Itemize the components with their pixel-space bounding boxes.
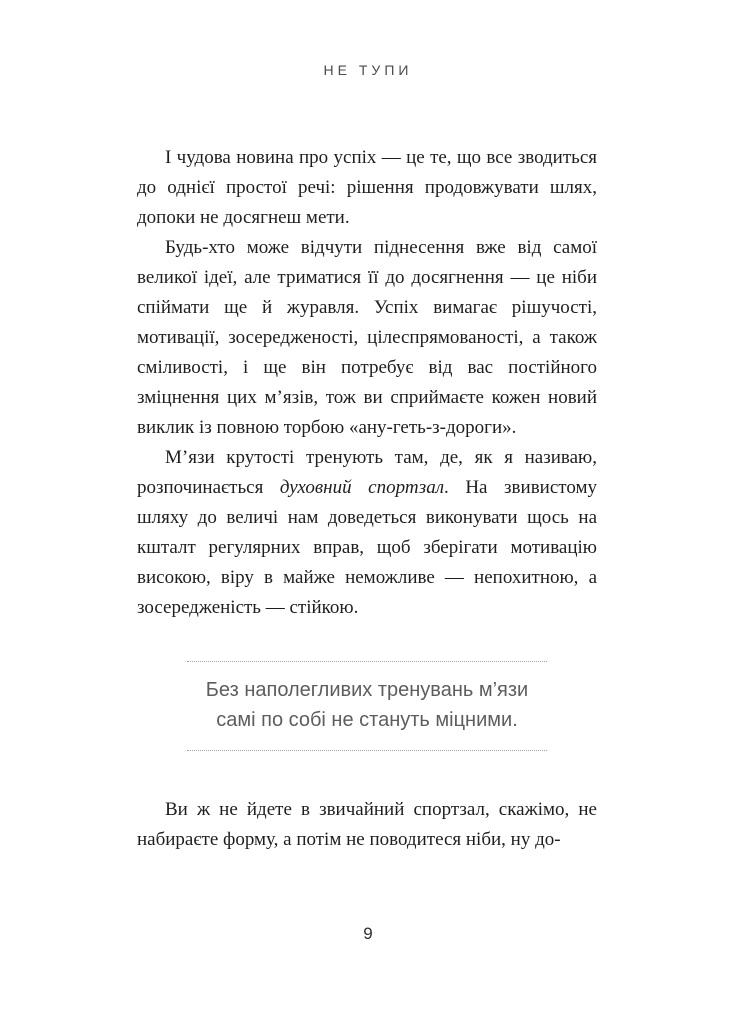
body-text-block-top — [137, 143, 597, 623]
text-column — [137, 143, 597, 855]
text-segment: І чудова новина про успіх — це те, що все зводиться до однієї простої речі: рішення продовжувати шлях, допоки не досягнеш мети. — [137, 147, 597, 228]
text-segment: . На звивистому шляху до величі нам доведеться виконувати щось на кшталт регулярних вправ, щоб зберігати мотивацію високою, віру в майже неможливе — непохитною, а зосередженість — стійкою. — [137, 477, 597, 618]
body-paragraph — [137, 795, 597, 855]
text-segment: М’язи крутості тренують там, де, як я називаю, розпочинається — [137, 447, 597, 498]
italic-text-segment: духовний спортзал — [279, 477, 444, 498]
page-number: 9 — [363, 924, 373, 943]
body-text-block-bottom — [137, 795, 597, 855]
body-paragraph — [137, 233, 597, 443]
text-segment: Будь-хто може відчути піднесення вже від самої великої ідеї, але триматися її до досягнення — це ніби спіймати ще й журавля. Успіх вимагає рішучості, мотивації, зосередженості, цілеспрямованості, а також сміливості, і ще він потребує від вас постійного зміцнення цих м’язів, тож ви сприймаєте кожен новий виклик із повною торбою «ану-геть-з-дороги». — [137, 237, 597, 438]
body-paragraph — [137, 443, 597, 623]
pull-quote — [187, 661, 547, 751]
pull-quote-line: Без наполегливих тренувань м’язи — [205, 679, 529, 701]
running-head-title: НЕ ТУПИ — [323, 62, 413, 78]
pull-quote-line: самі по собі не стануть міцними. — [216, 709, 518, 731]
text-segment: Ви ж не йдете в звичайний спортзал, скажімо, не набираєте форму, а потім не поводитеся ніби, ну до- — [137, 799, 597, 850]
body-paragraph — [137, 143, 597, 233]
